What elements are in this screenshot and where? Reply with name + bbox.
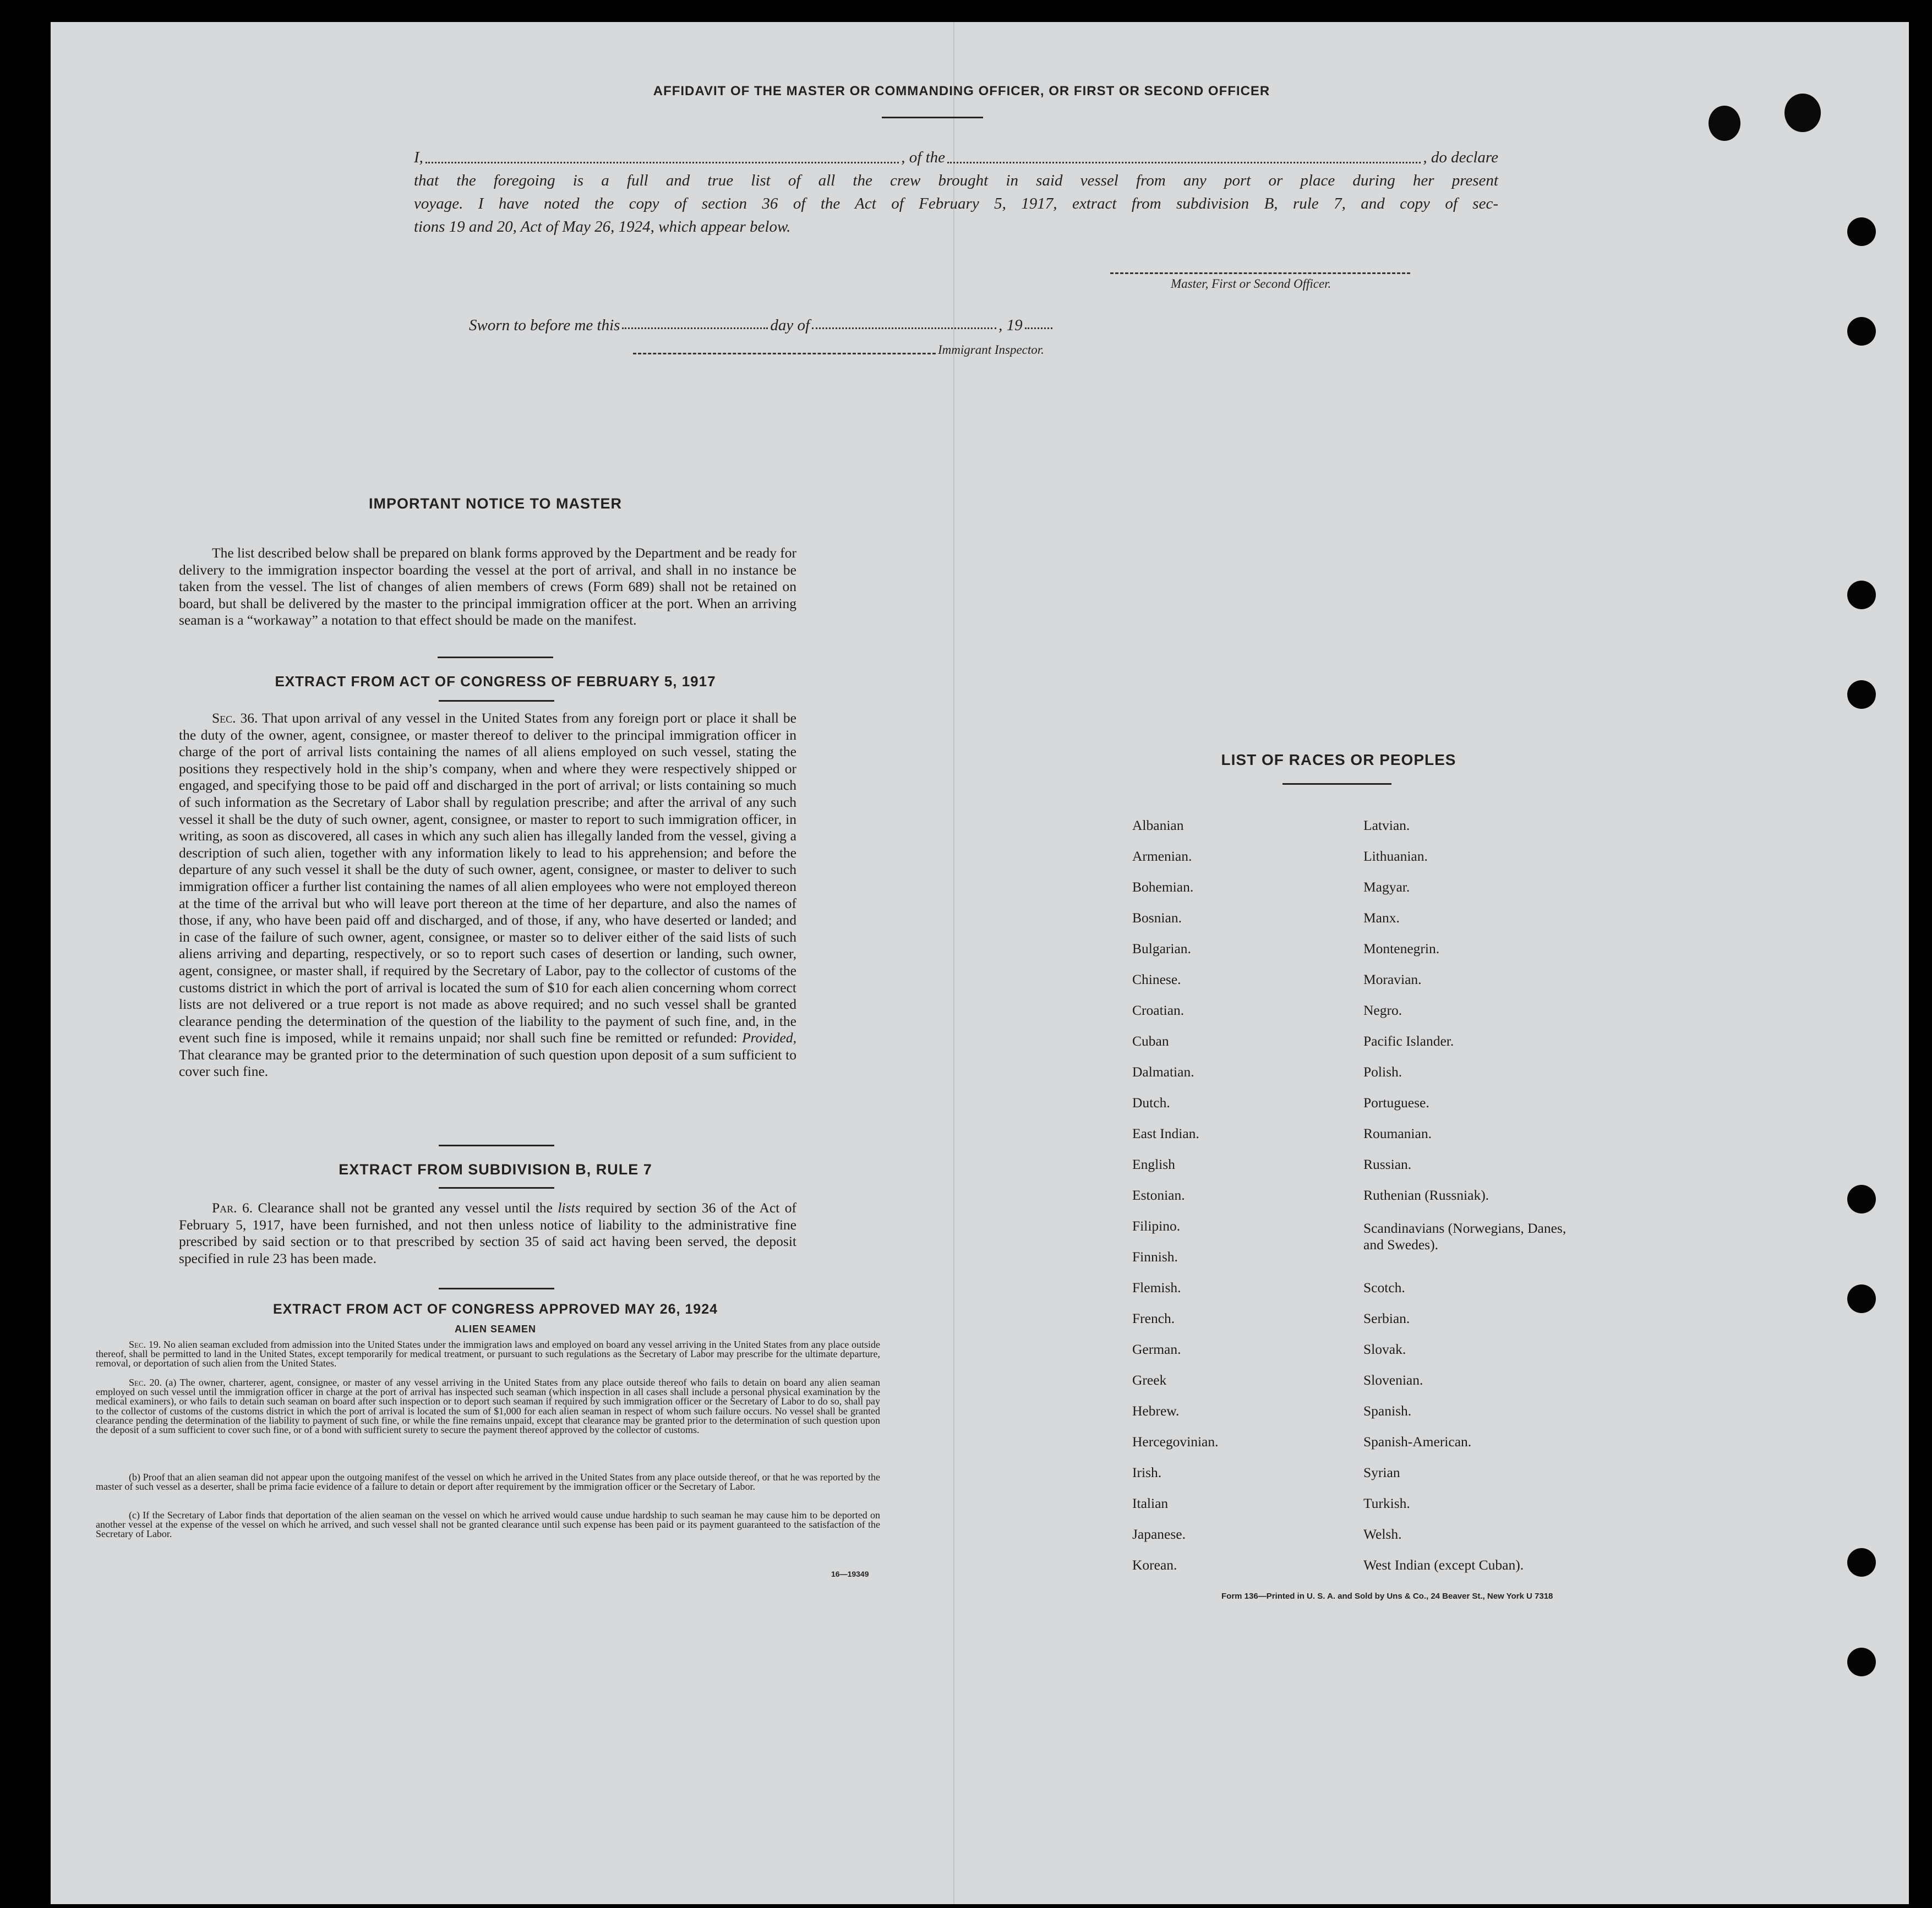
race-item: Welsh. [1363, 1526, 1402, 1542]
race-row [1132, 817, 1655, 848]
extract-1917-heading: EXTRACT FROM ACT OF CONGRESS OF FEBRUARY 5, 1917 [275, 673, 716, 690]
races-heading: LIST OF RACES OR PEOPLES [1221, 751, 1456, 768]
binder-hole [1847, 1548, 1876, 1577]
race-row [1132, 1249, 1655, 1280]
race-row [1132, 1187, 1655, 1218]
alien-seamen-subheading: ALIEN SEAMEN [454, 1324, 536, 1335]
sworn-text: day of [770, 316, 810, 334]
rule7-italic: lists [558, 1200, 581, 1216]
ink-blot [1709, 106, 1740, 141]
race-item: Scandinavians (Norwegians, Danes, and Swedes). [1363, 1220, 1567, 1253]
sworn-text: , 19 [998, 316, 1023, 334]
rule7-body: Clearance shall not be granted any vessel until the [258, 1200, 553, 1216]
race-item: Albanian [1132, 817, 1184, 833]
race-item: German. [1132, 1341, 1181, 1357]
section-rule [439, 1145, 554, 1146]
binder-hole [1847, 217, 1876, 246]
section-label: Sec. 36. [212, 710, 258, 726]
race-item: Bohemian. [1132, 879, 1194, 895]
race-item: Moravian. [1363, 971, 1422, 987]
race-item: Italian [1132, 1495, 1169, 1511]
race-item: Spanish-American. [1363, 1434, 1472, 1450]
extract-1924-heading: EXTRACT FROM ACT OF CONGRESS APPROVED MAY 26, 1924 [272, 1302, 718, 1317]
race-item: Lithuanian. [1363, 848, 1428, 864]
printer-imprint: Form 136—Printed in U. S. A. and Sold by Uns & Co., 24 Beaver St., New York U 7318 [1221, 1592, 1553, 1601]
race-item: Japanese. [1132, 1526, 1186, 1542]
binder-hole [1847, 317, 1876, 346]
section-20b-text: (b) Proof that an alien seaman did not appear upon the outgoing manifest of the vessel on which he arrived in the United States from any place outside thereof, or that he was reported by the master of such vessel as a deserter, shall be prima facie evidence of a failure to detain or deport after requirement by the immigration officer or the Secretary of Labor. [96, 1472, 880, 1492]
race-item: Dalmatian. [1132, 1064, 1194, 1080]
race-item: Filipino. [1132, 1218, 1181, 1234]
race-row [1132, 1156, 1655, 1187]
race-row [1132, 1033, 1655, 1064]
sworn-month-field[interactable] [812, 316, 996, 329]
race-item: Turkish. [1363, 1495, 1410, 1511]
race-item: Cuban [1132, 1033, 1169, 1049]
race-item: Slovenian. [1363, 1372, 1423, 1388]
race-row [1132, 1064, 1655, 1095]
race-item: Estonian. [1132, 1187, 1185, 1203]
binder-hole [1847, 581, 1876, 609]
notice-body: The list described below shall be prepared on blank forms approved by the Department and be ready for delivery to the immigration inspector boarding the vessel at the port of arrival, and shall in no instance be taken from the vessel. The list of changes of alien members of crews (Form 689) shall not be retained on board, but shall be delivered by the master to the principal immigration officer at the port. When an arriving seaman is a “workaway” a notation to that effect should be made on the manifest. [179, 545, 796, 628]
race-item: Negro. [1363, 1002, 1402, 1018]
affidavit-text: tions 19 and 20, Act of May 26, 1924, which appear below. [414, 218, 791, 236]
race-item: Irish. [1132, 1464, 1162, 1480]
race-row [1132, 941, 1655, 971]
race-row [1132, 1403, 1655, 1434]
section-19-text [96, 1340, 880, 1369]
inspector-signature-line[interactable] [633, 353, 936, 354]
race-item: Hercegovinian. [1132, 1434, 1219, 1450]
race-row [1132, 879, 1655, 910]
race-item: Flemish. [1132, 1280, 1181, 1295]
race-item: East Indian. [1132, 1125, 1199, 1141]
race-item: Spanish. [1363, 1403, 1412, 1419]
section-label: Sec. 19. [129, 1339, 161, 1350]
inspector-signature-label: Immigrant Inspector. [938, 343, 1044, 357]
race-row [1132, 1372, 1655, 1403]
name-field[interactable] [425, 146, 899, 163]
page-fold [953, 22, 954, 1904]
race-item: Serbian. [1363, 1310, 1410, 1326]
rule7-text [179, 1200, 796, 1267]
section-label: Sec. 20. [129, 1377, 162, 1388]
race-item: Dutch. [1132, 1095, 1170, 1111]
section-rule [439, 1288, 554, 1289]
section-20a-text [96, 1378, 880, 1435]
race-item: Magyar. [1363, 879, 1410, 895]
rule7-body: required by section 36 of the Act of February 5, 1917, have been furnished, and not then unless notice of liability to the administrative fine prescribed by said section or to that prescribed by section 35 of said act having been served, the deposit specified in rule 23 has been made. [179, 1200, 796, 1266]
binder-hole [1847, 680, 1876, 709]
affidavit-text [414, 146, 1498, 238]
sworn-day-field[interactable] [622, 316, 768, 329]
binder-hole [1847, 1185, 1876, 1213]
binder-hole [1847, 1284, 1876, 1313]
race-row [1132, 971, 1655, 1002]
section-body: That upon arrival of any vessel in the United States from any foreign port or place it shall be the duty of the owner, agent, consignee, or master thereof to deliver to the principal immigration officer in charge of the port of arrival lists containing the names of all aliens employed on such vessel, stating the positions they respectively hold in the ship’s company, when and where they were respectively shipped or engaged, and specifying those to be paid off and discharged in the port of arrival; or lists containing so much of such information as the Secretary of Labor shall by regulation prescribe; and after the arrival of any such vessel it shall be the duty of such owner, agent, consignee, or master to report to such immigration officer, in writing, as soon as discovered, all cases in which any such alien has illegally landed from the vessel, giving a description of such alien, together with any information likely to lead to his apprehension; and before the departure of any such vessel it shall be the duty of such owner, agent, consignee, or master to deliver to such immigration officer a further list containing the names of all alien employees who were not employed thereon at the time of the arrival but who will leave port thereon at the time of her departure, and also the names of those, if any, who have been paid off and discharged, and of those, if any, who have deserted or landed; and in case of the failure of such owner, agent, consignee, or master so to deliver either of the said lists of such aliens arriving and departing, respectively, or so to report such cases of desertion or landing, such owner, agent, consignee, or master shall, if required by the Secretary of Labor, pay to the collector of customs of the customs district in which the port of arrival is located the sum of $10 for each alien concerning whom correct lists are not delivered or a true report is not made as above required; and no such vessel shall be granted clearance pending the determination of the question of the liability to the payment of such fine, and, in the event such fine is imposed, while it remains unpaid; nor shall such fine be remitted or refunded: [179, 710, 796, 1046]
race-item: West Indian (except Cuban). [1363, 1557, 1524, 1573]
race-row [1132, 1310, 1655, 1341]
affidavit-text: , do declare [1423, 149, 1498, 166]
race-item: Finnish. [1132, 1249, 1178, 1265]
section-20c-text: (c) If the Secretary of Labor finds that deportation of the alien seaman on the vessel on which he arrived would cause undue hardship to such seaman he may cause him to be deported on another vessel at the expense of the vessel on which he arrived, and such vessel shall not be granted clearance until such expense has been paid or its payment guaranteed to the satisfaction of the Secretary of Labor. [96, 1510, 880, 1540]
master-signature-label: Master, First or Second Officer. [1171, 277, 1331, 291]
section-rule [439, 700, 554, 702]
race-item: Korean. [1132, 1557, 1177, 1573]
race-row [1132, 1125, 1655, 1156]
section-36-text [179, 710, 796, 1080]
race-item: Latvian. [1363, 817, 1410, 833]
notice-heading: IMPORTANT NOTICE TO MASTER [369, 495, 622, 512]
race-item: English [1132, 1156, 1175, 1172]
affidavit-text: that the foregoing is a full and true list of all the crew brought in said vessel from any port or place during her present [414, 172, 1498, 189]
race-item: Scotch. [1363, 1280, 1405, 1295]
race-item: Chinese. [1132, 971, 1181, 987]
section-label: Par. 6. [212, 1200, 253, 1216]
race-item: Hebrew. [1132, 1403, 1180, 1419]
race-item: Greek [1132, 1372, 1167, 1388]
race-row [1132, 910, 1655, 941]
heading-rule [882, 117, 983, 118]
form-number: 16—19349 [831, 1570, 869, 1578]
race-item: Syrian [1363, 1464, 1400, 1480]
affidavit-heading: AFFIDAVIT OF THE MASTER OR COMMANDING OFFICER, OR FIRST OR SECOND OFFICER [653, 84, 1270, 99]
ink-blot [1784, 94, 1821, 132]
race-row [1132, 1495, 1655, 1526]
section-rule [439, 1187, 554, 1189]
race-row [1132, 1002, 1655, 1033]
affidavit-text: , of the [901, 149, 946, 166]
vessel-field[interactable] [947, 146, 1421, 163]
race-row [1132, 1557, 1655, 1588]
master-signature-line[interactable] [1110, 272, 1410, 274]
race-item: Montenegrin. [1363, 941, 1440, 956]
race-row [1132, 1095, 1655, 1125]
race-row [1132, 1341, 1655, 1372]
affidavit-text: I, [414, 149, 423, 166]
race-row [1132, 1434, 1655, 1464]
race-item: Manx. [1363, 910, 1400, 926]
race-item: Armenian. [1132, 848, 1192, 864]
race-item: Ruthenian (Russniak). [1363, 1187, 1489, 1203]
document-page [51, 22, 1909, 1904]
sworn-year-field[interactable] [1025, 316, 1052, 329]
race-row [1132, 1526, 1655, 1557]
race-row [1132, 1280, 1655, 1310]
race-item: Bosnian. [1132, 910, 1182, 926]
proviso-label: Provided, [742, 1030, 796, 1046]
section-body: (a) The owner, charterer, agent, consignee, or master of any vessel arriving in the United States from any place outside thereof who fails to detain on board any alien seaman employed on such vessel until the immigration officer in charge at the port of arrival has inspected such seaman (which inspection in all cases shall include a personal physical examination by the medical examiners), or who fails to detain such seaman on board after such inspection or to deport such seaman if required by such immigration officer or the Secretary of Labor to do so, shall pay to the collector of customs of the customs district in which the port of arrival is located the sum of $1,000 for each alien seaman in respect of whom such failure occurs. No vessel shall be granted clearance pending the determination of the liability to payment of such fine, or while the fine remains unpaid, except that clearance may be granted prior to the determination of such question upon the deposit of a sum sufficient to cover such fine, or of a bond with sufficient surety to secure the payment thereof approved by the collector of customs. [96, 1377, 880, 1436]
race-row [1132, 848, 1655, 879]
sworn-text: Sworn to before me this [469, 316, 620, 334]
section-rule [438, 657, 553, 658]
binder-hole [1847, 1648, 1876, 1676]
race-item: Roumanian. [1363, 1125, 1432, 1141]
race-row [1132, 1218, 1655, 1253]
race-item: Russian. [1363, 1156, 1412, 1172]
affidavit-text: voyage. I have noted the copy of section 36 of the Act of February 5, 1917, extract from subdivision B, rule 7, and copy of sec- [414, 195, 1498, 212]
heading-rule [1282, 783, 1391, 785]
race-item: Pacific Islander. [1363, 1033, 1454, 1049]
sworn-line [469, 316, 1185, 335]
race-item: Portuguese. [1363, 1095, 1429, 1111]
race-row [1132, 1464, 1655, 1495]
extract-rule7-heading: EXTRACT FROM SUBDIVISION B, RULE 7 [339, 1161, 652, 1178]
section-body: No alien seaman excluded from admission into the United States under the immigration laws and employed on board any vessel arriving in the United States from any place outside thereof, shall be permitted to land in the United States, except temporarily for medical treatment, or pursuant to such regulations as the Secretary of Labor may prescribe for the ultimate departure, removal, or deportation of such alien from the United States. [96, 1339, 880, 1369]
race-item: French. [1132, 1310, 1175, 1326]
race-item: Slovak. [1363, 1341, 1406, 1357]
race-item: Bulgarian. [1132, 941, 1191, 956]
race-item: Polish. [1363, 1064, 1402, 1080]
race-item: Croatian. [1132, 1002, 1185, 1018]
proviso-body: That clearance may be granted prior to the determination of such question upon deposit of a sum sufficient to cover such fine. [179, 1046, 796, 1080]
